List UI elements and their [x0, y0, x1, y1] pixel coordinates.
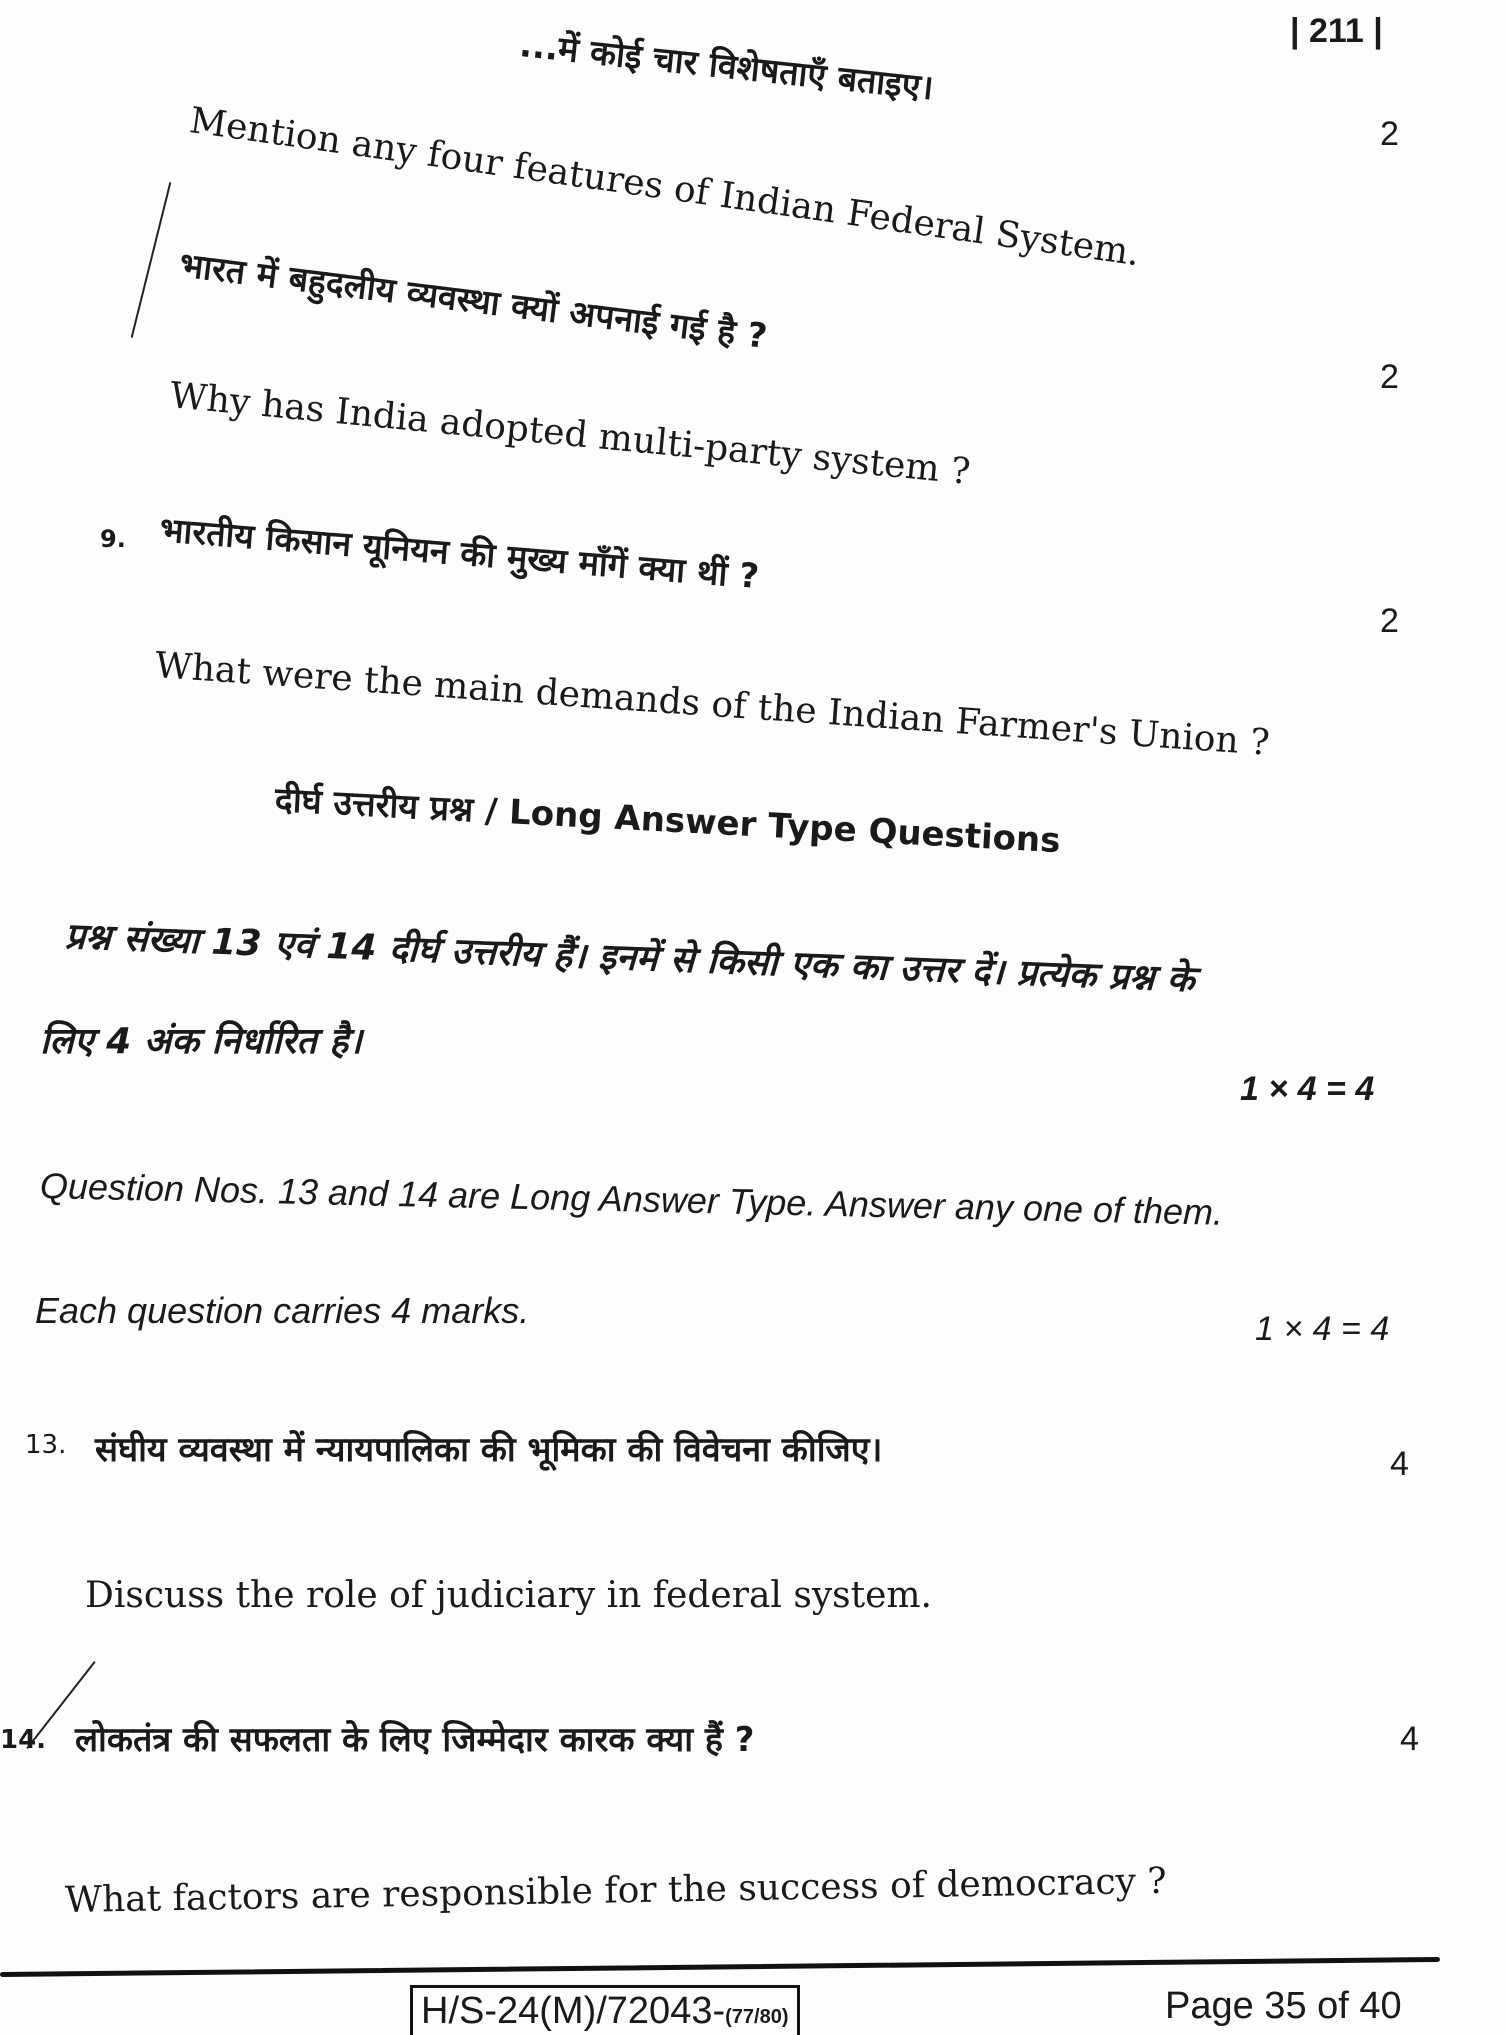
question-14-marks: 4 — [1400, 1720, 1419, 1758]
question-11-marks: 2 — [1380, 115, 1399, 153]
question-14-hindi: लोकतंत्र की सफलता के लिए जिम्मेदार कारक क्या हैं ? — [75, 1720, 755, 1760]
question-english: What were the main demands of the Indian Farmer's Union ? — [153, 645, 1271, 764]
hindi-instruction-line2: लिए 4 अंक निर्धारित है। — [40, 1021, 363, 1062]
footer-rule — [0, 1957, 1440, 1977]
question-13-marks: 4 — [1390, 1445, 1409, 1483]
question-11-hindi: ...में कोई चार विशेषताएँ बताइए। — [517, 25, 936, 109]
question-13-number: 13. — [25, 1430, 67, 1460]
question-number: 9. — [100, 525, 126, 553]
question-12-marks: 2 — [1380, 358, 1399, 396]
question-12-hindi: भारत में बहुदलीय व्यवस्था क्यों अपनाई गई है ? — [177, 245, 770, 357]
question-14-number: 14. — [0, 1725, 47, 1755]
pen-mark — [131, 182, 172, 338]
question-14-english: What factors are responsible for the success of democracy ? — [64, 1860, 1167, 1921]
hindi-instruction-line1: प्रश्न संख्या 13 एवं 14 दीर्घ उत्तरीय हैं। इनमें से किसी एक का उत्तर दें। प्रत्येक प्रश्न के — [64, 916, 1196, 1001]
footer-code-small: (77/80) — [725, 2006, 789, 2028]
english-instruction-line2: Each question carries 4 marks. — [35, 1290, 530, 1331]
footer-paper-code — [410, 1985, 800, 2035]
question-11-english: Mention any four features of Indian Federal System. — [187, 100, 1143, 275]
question-12-english: Why has India adopted multi-party system ? — [168, 375, 973, 493]
english-marks-formula: 1 × 4 = 4 — [1255, 1310, 1390, 1348]
page-number: Page 35 of 40 — [1165, 1985, 1402, 2027]
question-marks: 2 — [1380, 602, 1399, 640]
footer-code-text: H/S-24(M)/72043- — [421, 1990, 726, 2032]
question-hindi: भारतीय किसान यूनियन की मुख्य माँगें क्या थीं ? — [158, 510, 761, 598]
question-13-hindi: संघीय व्यवस्था में न्यायपालिका की भूमिका की विवेचना कीजिए। — [95, 1430, 883, 1470]
paper-code-header: | 211 | — [1290, 12, 1383, 50]
hindi-marks-formula: 1 × 4 = 4 — [1240, 1070, 1375, 1108]
question-13-english: Discuss the role of judiciary in federal system. — [85, 1575, 933, 1616]
section-heading: दीर्घ उत्तरीय प्रश्न / Long Answer Type Questions — [273, 780, 1062, 862]
english-instruction-line1: Question Nos. 13 and 14 are Long Answer Type. Answer any one of them. — [39, 1165, 1224, 1233]
